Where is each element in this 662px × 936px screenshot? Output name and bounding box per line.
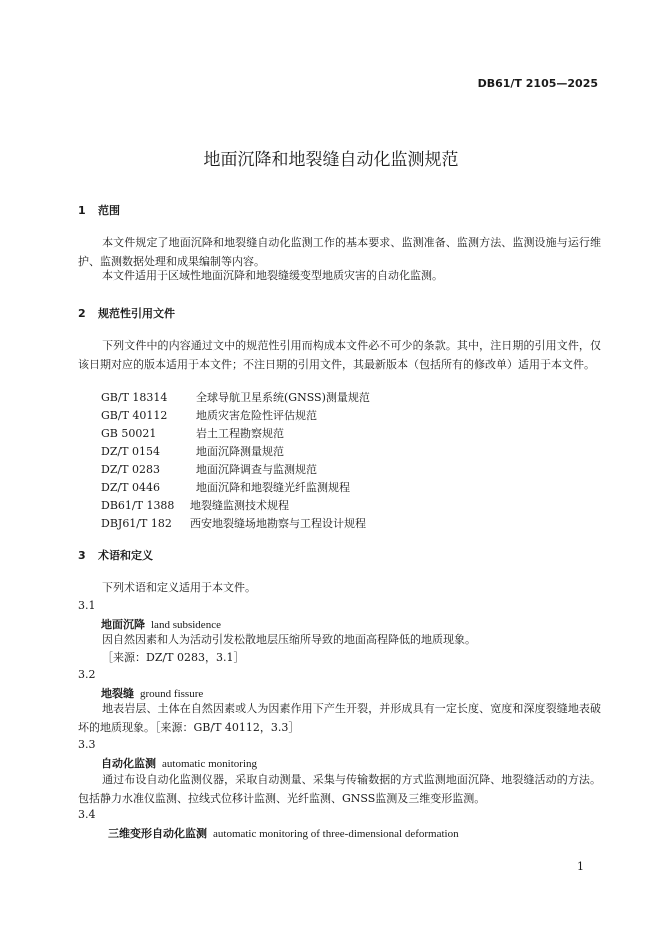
reference-name: 地质灾害危险性评估规范 [196,409,317,422]
section-title: 规范性引用文件 [98,307,175,320]
term-name: 自动化监测 automatic monitoring [101,757,258,770]
reference-name: 岩土工程勘察规范 [196,427,284,440]
reference-row [101,407,317,423]
section-3-heading [78,547,153,563]
term-name: 地面沉降 land subsidence [101,618,221,631]
document-title: 地面沉降和地裂缝自动化监测规范 [203,150,459,170]
section-2-paragraph-1: 下列文件中的内容通过文中的规范性引用而构成本文件必不可少的条款。其中，注日期的引用文件，仅该日期对应的版本适用于本文件；不注日期的引用文件，其最新版本（包括所有的修改单）适用于本文件。 [78,339,601,371]
term-name: 三维变形自动化监测 automatic monitoring of three-dimensional deformation [108,827,459,840]
section-title: 术语和定义 [98,549,153,562]
reference-code: DZ/T 0446 [101,481,160,494]
term-number: 3.2 [78,668,96,681]
reference-code: DZ/T 0154 [101,445,160,458]
reference-name: 地面沉降和地裂缝光纤监测规程 [196,481,350,494]
section-number: 2 [78,307,86,320]
reference-name: 地面沉降调查与监测规范 [196,463,317,476]
reference-row [101,443,284,459]
reference-row [101,515,366,531]
page-number: 1 [577,860,584,873]
section-3-intro: 下列术语和定义适用于本文件。 [102,581,256,594]
reference-row [101,479,350,495]
reference-code: GB/T 18314 [101,391,168,404]
reference-row [101,497,289,513]
term-number: 3.4 [78,808,96,821]
reference-code: DBJ61/T 182 [101,517,172,530]
section-number: 1 [78,204,86,217]
reference-code: DZ/T 0283 [101,463,160,476]
reference-row [101,425,284,441]
reference-name: 地面沉降测量规范 [196,445,284,458]
section-1-paragraph-1: 本文件规定了地面沉降和地裂缝自动化监测工作的基本要求、监测准备、监测方法、监测设施与运行维护、监测数据处理和成果编制等内容。 [78,236,601,268]
term-definition: 地表岩层、土体在自然因素或人为因素作用下产生开裂，并形成具有一定长度、宽度和深度裂缝地表破坏的地质现象。［来源：GB/T 40112，3.3］ [78,702,601,734]
standard-code: DB61/T 2105—2025 [477,77,598,90]
term-definition: 因自然因素和人为活动引发松散地层压缩所导致的地面高程降低的地质现象。 [102,633,476,646]
reference-code: DB61/T 1388 [101,499,175,512]
term-name: 地裂缝 ground fissure [101,687,204,700]
term-number: 3.3 [78,738,96,751]
term-number: 3.1 [78,599,96,612]
term-definition: 通过布设自动化监测仪器，采取自动测量、采集与传输数据的方式监测地面沉降、地裂缝活动的方法。包括静力水准仪监测、拉线式位移计监测、光纤监测、GNSS监测及三维变形监测。 [78,773,601,805]
reference-name: 西安地裂缝场地勘察与工程设计规程 [190,517,366,530]
reference-code: GB 50021 [101,427,157,440]
section-number: 3 [78,549,86,562]
section-1-heading [78,202,120,218]
reference-row [101,461,317,477]
reference-code: GB/T 40112 [101,409,168,422]
term-source: ［来源：DZ/T 0283，3.1］ [102,651,245,664]
reference-name: 全球导航卫星系统(GNSS)测量规范 [196,391,370,404]
section-2-heading [78,305,175,321]
section-title: 范围 [98,204,120,217]
reference-row [101,389,370,405]
section-1-paragraph-2: 本文件适用于区域性地面沉降和地裂缝缓变型地质灾害的自动化监测。 [102,269,443,282]
reference-name: 地裂缝监测技术规程 [190,499,289,512]
